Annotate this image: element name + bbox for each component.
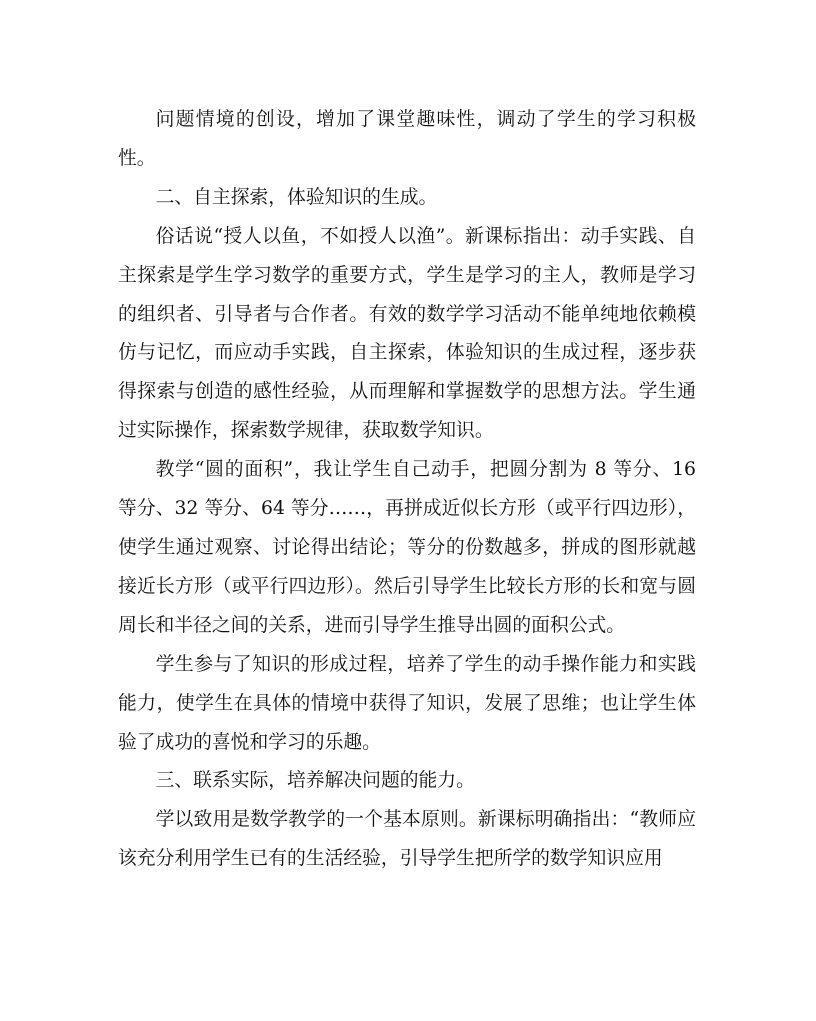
paragraph-5: 学以致用是数学教学的一个基本原则。新课标明确指出：“教师应该充分利用学生已有的生活经验，引导学生把所学的数学知识应用 (118, 809, 696, 870)
paragraph-4: 学生参与了知识的形成过程，培养了学生的动手操作能力和实践能力，使学生在具体的情境中获得了知识，发展了思维；也让学生体验了成功的喜悦和学习的乐趣。 (118, 653, 696, 753)
section-heading-3: 三、联系实际，培养解决问题的能力。 (155, 770, 475, 792)
paragraph-2: 俗话说“授人以鱼，不如授人以渔”。新课标指出：动手实践、自主探索是学生学习数学的重要方式，学生是学习的主人，教师是学习的组织者、引导者与合作者。有效的数学学习活动不能单纯地依赖模仿与记忆，而应动手实践，自主探索，体验知识的生成过程，逐步获得探索与创造的感性经验，从而理解和掌握数学的思想方法。学生通过实际操作，探索数学规律，获取数学知识。 (118, 225, 696, 442)
body-text (118, 101, 696, 879)
section-heading-2: 二、自主探索，体验知识的生成。 (155, 186, 438, 208)
paragraph-1: 问题情境的创设，增加了课堂趣味性，调动了学生的学习积极性。 (118, 109, 696, 169)
paragraph-3: 教学“圆的面积”，我让学生自己动手，把圆分割为 8 等分、16 等分、32 等分、64 等分……，再拼成近似长方形（或平行四边形），使学生通过观察、讨论得出结论；等分的份数越多，拼成的图形就越接近长方形（或平行四边形）。然后引导学生比较长方形的长和宽与圆周长和半径之间的关系，进而引导学生推导出圆的面积公式。 (118, 459, 696, 636)
